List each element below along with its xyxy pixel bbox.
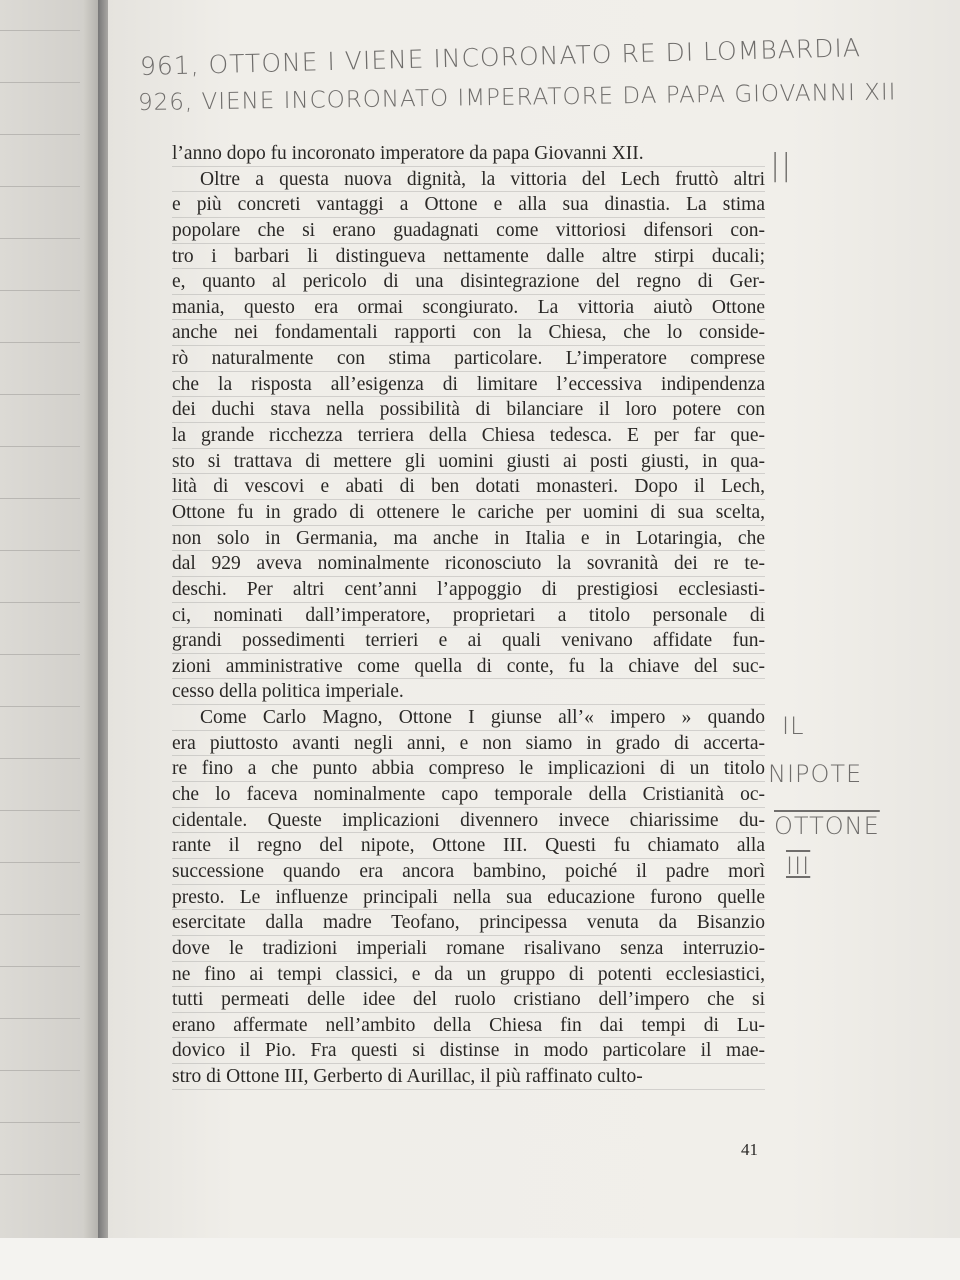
pencil-rule [0,1174,80,1175]
pencil-rule [0,290,80,291]
pencil-rule [0,30,80,31]
text-line: dei duchi stava nella possibilità di bilanciare il loro potere con [172,397,765,423]
text-line: stro di Ottone III, Gerberto di Aurillac, il più raffinato culto- [172,1064,765,1090]
text-line: tro i barbari li distingueva nettamente dalle altre stirpi ducali; [172,244,765,270]
pencil-rule [0,914,80,915]
text-line: Come Carlo Magno, Ottone I giunse all’« impero » quando [172,705,765,731]
text-line: rante il regno del nipote, Ottone III. Questi fu chiamato alla [172,833,765,859]
pencil-rule [0,82,80,83]
text-line: e più concreti vantaggi a Ottone e alla sua dinastia. La stima [172,192,765,218]
body-text [172,141,765,1090]
text-line: che lo faceva nominalmente capo temporale della Cristianità oc- [172,782,765,808]
text-line: dovico il Pio. Fra questi si distinse in modo particolare il mae- [172,1038,765,1064]
text-line: grandi possedimenti terrieri e ai quali venivano affidate fun- [172,628,765,654]
text-line: la grande ricchezza terriera della Chiesa tedesca. E per far que- [172,423,765,449]
text-line: presto. Le influenze principali nella sua educazione furono quelle [172,885,765,911]
handwritten-note-top-1: 961, OTTONE I VIENE INCORONATO RE DI LOMBARDIA [139,33,862,81]
text-line: tutti permeati delle idee del ruolo cristiano dell’impero che si [172,987,765,1013]
pencil-rule [0,706,80,707]
text-line: successione quando era ancora bambino, poiché il padre morì [172,859,765,885]
text-line: era piuttosto avanti negli anni, e non siamo in grado di accerta- [172,731,765,757]
handwritten-note-top-2: 926, VIENE INCORONATO IMPERATORE DA PAPA GIOVANNI XII [137,79,897,116]
handwritten-margin-note-4: III [786,852,811,880]
text-line: popolare che si erano guadagnati come vittoriosi difensori con- [172,218,765,244]
text-line: cidentale. Queste implicazioni divennero invece chiarissime du- [172,808,765,834]
text-line: anche nei fondamentali rapporti con la Chiesa, che lo conside- [172,320,765,346]
pencil-rule [0,186,80,187]
text-line: zioni amministrative come quella di conte, fu la chiave del suc- [172,654,765,680]
pencil-rule [0,446,80,447]
text-line: che la risposta all’esigenza di limitare l’eccessiva indipendenza [172,372,765,398]
handwritten-margin-note-1: IL [782,712,805,740]
text-line: sto si trattava di mettere gli uomini giusti ai posti giusti, in qua- [172,449,765,475]
text-line: lità di vescovi e abati di ben dotati monasteri. Dopo il Lech, [172,474,765,500]
pencil-rule [0,394,80,395]
pencil-rule [0,862,80,863]
text-line: Oltre a questa nuova dignità, la vittoria del Lech fruttò altri [172,167,765,193]
pencil-rule [0,498,80,499]
text-line: ci, nominati dall’imperatore, proprietari a titolo personale di [172,603,765,629]
handwritten-margin-note-3: OTTONE [774,812,880,840]
text-line: cesso della politica imperiale. [172,679,765,705]
text-line: dal 929 aveva nominalmente riconosciuto la sovranità dei re te- [172,551,765,577]
pencil-rule [0,602,80,603]
pencil-rule [0,966,80,967]
handwritten-margin-note-2: NIPOTE [768,760,863,788]
pencil-rule [0,758,80,759]
text-line: deschi. Per altri cent’anni l’appoggio di prestigiosi ecclesiasti- [172,577,765,603]
text-line: mania, questo era ormai scongiurato. La vittoria aiutò Ottone [172,295,765,321]
text-line: e, quanto al pericolo di una disintegrazione del regno di Ger- [172,269,765,295]
pencil-rule [0,1122,80,1123]
handwritten-margin-mark: || [770,148,793,183]
pencil-rule [0,134,80,135]
page-number: 41 [741,1140,758,1159]
text-line: l’anno dopo fu incoronato imperatore da papa Giovanni XII. [172,141,765,167]
pencil-rule [0,550,80,551]
background-surface [0,1238,960,1280]
pencil-rule [0,342,80,343]
pencil-rule [0,1070,80,1071]
text-line: re fino a che punto abbia compreso le implicazioni di un titolo [172,756,765,782]
text-line: ne fino ai tempi classici, e da un gruppo di potenti ecclesiastici, [172,962,765,988]
text-line: Ottone fu in grado di ottenere le cariche per uomini di sua scelta, [172,500,765,526]
pencil-rule [0,238,80,239]
pencil-rule [0,654,80,655]
text-line: dove le tradizioni imperiali romane risalivano senza interruzio- [172,936,765,962]
text-line: rò naturalmente con stima particolare. L’imperatore comprese [172,346,765,372]
text-line: esercitate dalla madre Teofano, principessa venuta da Bisanzio [172,910,765,936]
pencil-rule [0,810,80,811]
facing-page-edge [0,0,104,1240]
pencil-rule [0,1018,80,1019]
text-line: erano affermate nell’ambito della Chiesa fin dai tempi di Lu- [172,1013,765,1039]
text-line: non solo in Germania, ma anche in Italia e in Lotaringia, che [172,526,765,552]
